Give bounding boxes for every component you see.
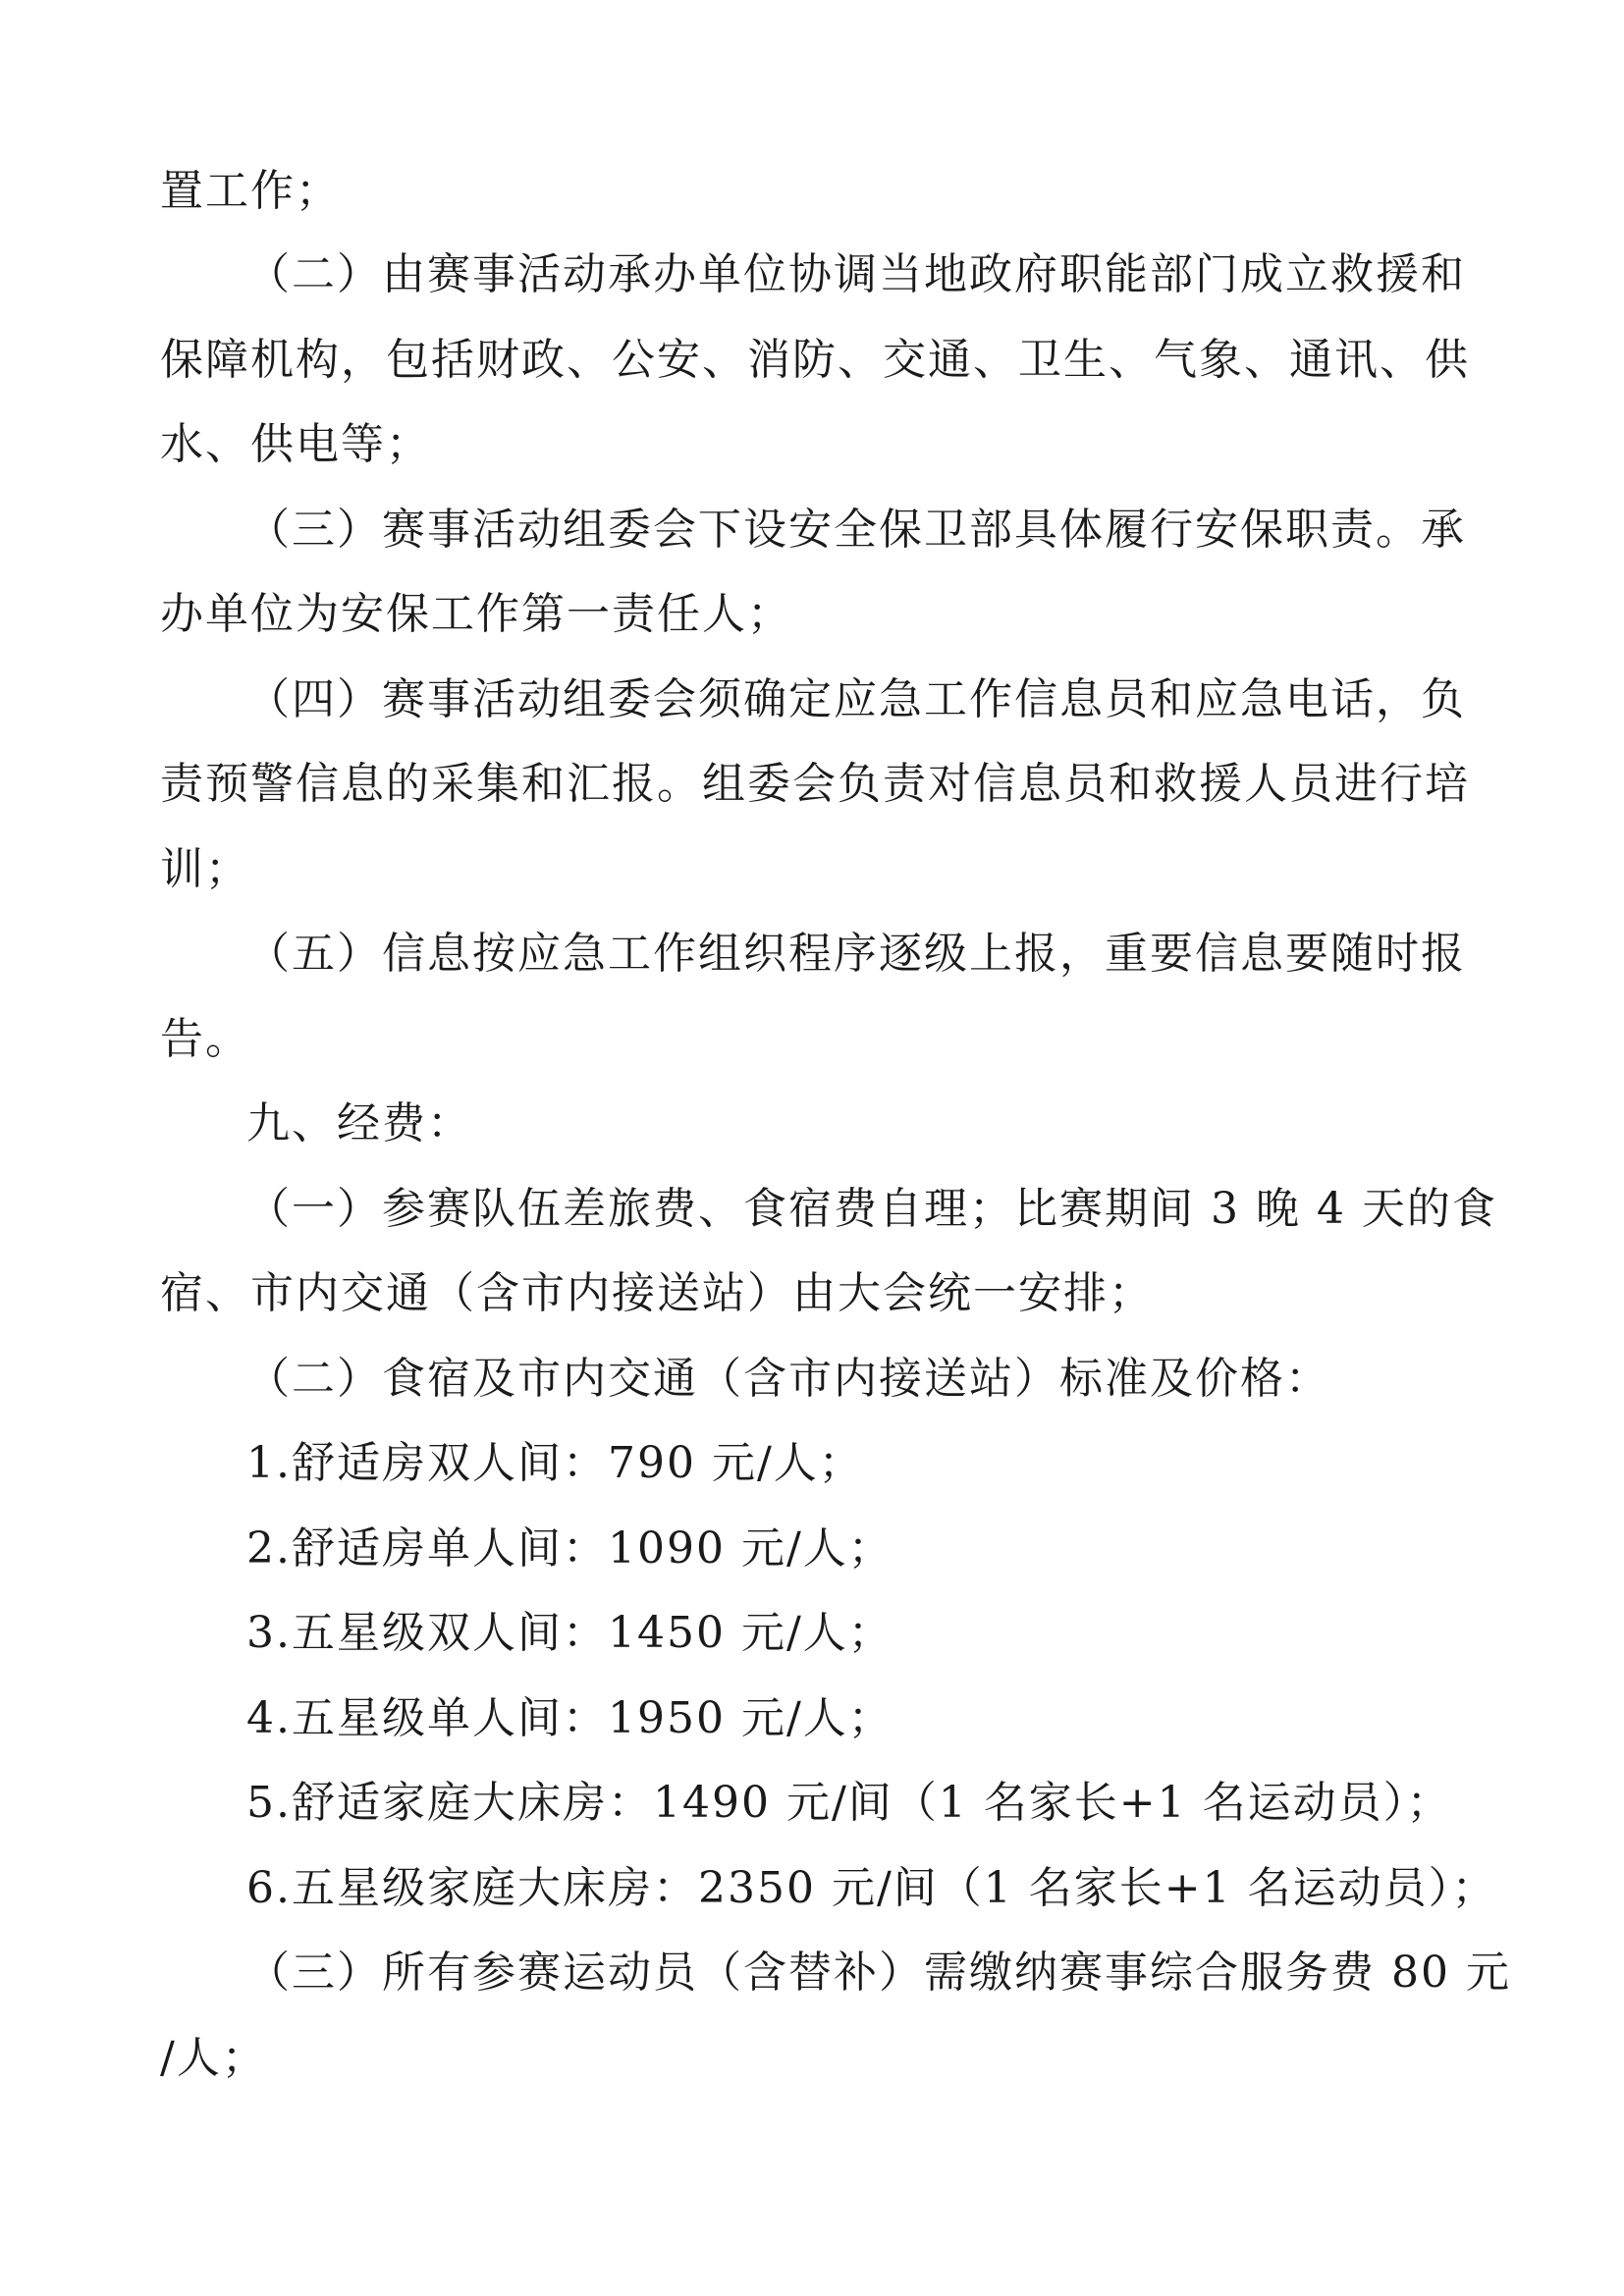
price-item-6: 6.五星级家庭大床房：2350 元/间（1 名家长+1 名运动员）；: [246, 1863, 1497, 1913]
price-item-1: 1.舒适房双人间：790 元/人；: [246, 1438, 864, 1488]
text-line-5: （三）赛事活动组委会下设安全保卫部具体履行安保职责。承: [246, 505, 1466, 555]
price-item-2: 2.舒适房单人间：1090 元/人；: [246, 1523, 893, 1574]
text-line-6: 办单位为安保工作第一责任人；: [160, 589, 792, 639]
text-line-23: /人；: [160, 2033, 267, 2083]
text-line-14: 宿、市内交通（含市内接送站）由大会统一安排；: [160, 1268, 1154, 1318]
price-item-3: 3.五星级双人间：1450 元/人；: [246, 1608, 893, 1658]
text-line-15: （二）食宿及市内交通（含市内接送站）标准及价格：: [246, 1354, 1330, 1404]
text-line-4: 水、供电等；: [160, 419, 431, 469]
price-item-4: 4.五星级单人间：1950 元/人；: [246, 1693, 893, 1743]
text-line-10: （五）信息按应急工作组织程序逐级上报，重要信息要随时报: [246, 929, 1466, 979]
text-line-1: 置工作；: [160, 166, 341, 216]
text-line-3: 保障机构，包括财政、公安、消防、交通、卫生、气象、通讯、供: [160, 335, 1470, 385]
text-line-11: 告。: [160, 1014, 250, 1064]
text-line-13: （一）参赛队伍差旅费、食宿费自理；比赛期间 3 晚 4 天的食: [246, 1184, 1497, 1234]
text-line-9: 训；: [160, 844, 250, 894]
section-heading-funding: 九、经费：: [246, 1098, 472, 1148]
text-line-8: 责预警信息的采集和汇报。组委会负责对信息员和救援人员进行培: [160, 759, 1470, 809]
text-line-2: （二）由赛事活动承办单位协调当地政府职能部门成立救援和: [246, 249, 1466, 299]
text-line-7: （四）赛事活动组委会须确定应急工作信息员和应急电话，负: [246, 674, 1466, 724]
price-item-5: 5.舒适家庭大床房：1490 元/间（1 名家长+1 名运动员）；: [246, 1778, 1452, 1828]
text-line-22: （三）所有参赛运动员（含替补）需缴纳赛事综合服务费 80 元: [246, 1948, 1511, 1998]
